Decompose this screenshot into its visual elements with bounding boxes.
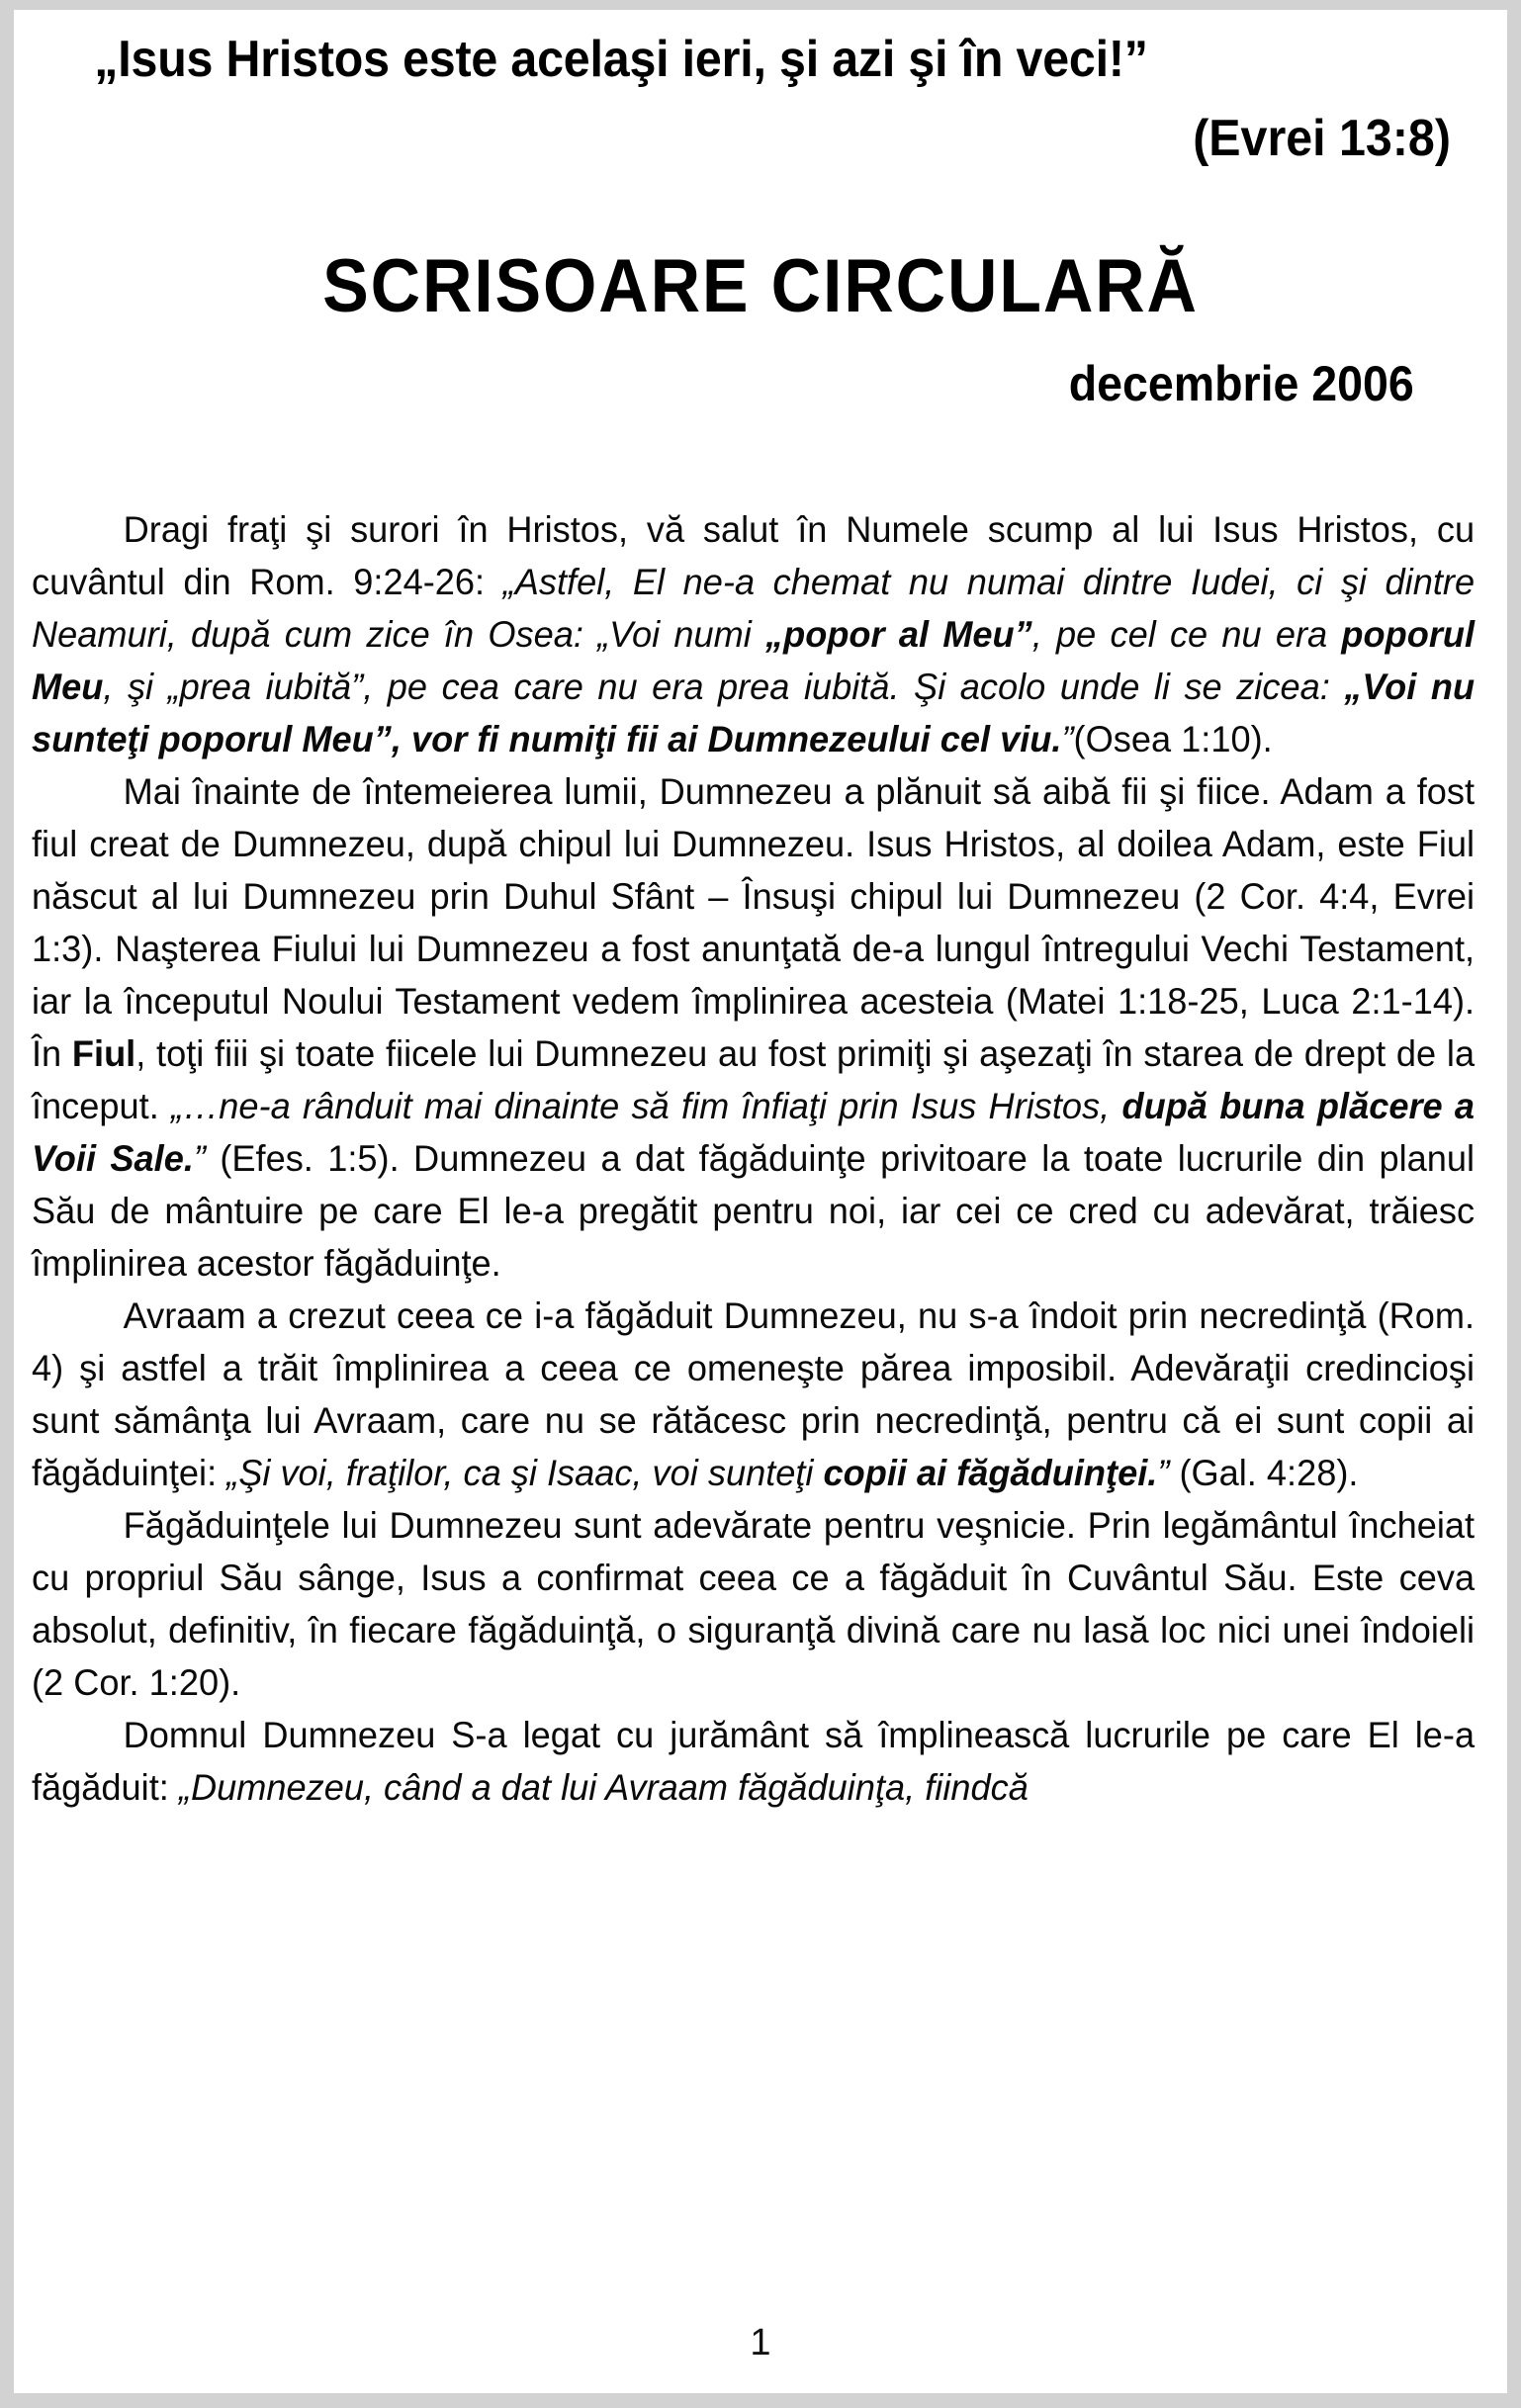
text-run: (Osea 1:10). bbox=[1073, 718, 1273, 760]
text-run: „Şi voi, fraţilor, ca şi Isaac, voi sunteţi bbox=[226, 1452, 824, 1494]
text-run: ” bbox=[1157, 1452, 1170, 1494]
text-run: copii ai făgăduinţei. bbox=[823, 1452, 1158, 1494]
text-run: poporul Meu bbox=[32, 613, 1476, 708]
document-page bbox=[14, 10, 1507, 2393]
text-run: Avraam a crezut ceea ce i-a făgăduit Dumnezeu, nu s-a îndoit prin necredinţă (Rom. 4) şi astfel a trăit împlinirea a ceea ce omeneşte părea imposibil. Adevăraţii credincioşi sunt sămânţa lui Avraam, care nu se rătăcesc prin necredinţă, pentru că ei sunt copii ai făgăduinţei: bbox=[32, 1294, 1476, 1494]
text-run: „Dumnezeu, când a dat lui Avraam făgăduinţa, fiindcă bbox=[178, 1766, 1029, 1809]
text-run: ” bbox=[193, 1137, 206, 1180]
header-date: decembrie 2006 bbox=[1068, 356, 1414, 412]
text-run: Dragi fraţi şi surori în Hristos, vă salut în Numele scump al lui Isus Hristos, cu cuvântul din Rom. 9:24-26: bbox=[32, 508, 1476, 603]
text-run: Fiul bbox=[71, 1032, 136, 1075]
text-run: , şi „prea iubită”, pe cea care nu era prea iubită. Şi acolo unde li se zicea: bbox=[103, 666, 1345, 708]
text-run: Făgăduinţele lui Dumnezeu sunt adevărate pentru veşnicie. Prin legământul încheiat cu propriul Său sânge, Isus a confirmat ceea ce a făgăduit în Cuvântul Său. Este ceva absolut, definitiv, în fiecare făgăduinţă, o siguranţă divină care nu lasă loc nici unei îndoieli (2 Cor. 1:20). bbox=[32, 1504, 1476, 1704]
text-run: , toţi fiii şi toate fiicele lui Dumnezeu au fost primiţi şi aşezaţi în starea de drept de la început. bbox=[32, 1032, 1476, 1127]
page-title: SCRISOARE CIRCULARĂ bbox=[322, 244, 1199, 329]
text-run: „…ne-a rânduit mai dinainte să fim înfiaţi prin Isus Hristos, bbox=[171, 1085, 1122, 1127]
text-run: Domnul Dumnezeu S-a legat cu jurământ să împlinească lucrurile pe care El le-a făgăduit: bbox=[32, 1714, 1476, 1809]
text-run: (Efes. 1:5). Dumnezeu a dat făgăduinţe privitoare la toate lucrurile din planul Său de mântuire pe care El le-a pregătit pentru noi, iar cei ce cred cu adevărat, trăiesc împlinirea acestor făgăduinţe. bbox=[32, 1137, 1476, 1285]
text-run: „Voi nu sunteţi poporul Meu”, vor fi numiţi fii ai Dumnezeului cel viu. bbox=[32, 666, 1476, 760]
text-run: (Gal. 4:28). bbox=[1169, 1452, 1359, 1494]
header-verse: „Isus Hristos este acelaşi ieri, şi azi şi în veci!” bbox=[94, 31, 1148, 88]
text-run: „Astfel, El ne-a chemat nu numai dintre Iudei, ci şi dintre Neamuri, după cum zice în Osea: „Voi numi bbox=[32, 561, 1476, 656]
letter-body bbox=[32, 412, 1475, 1814]
header-verse-reference: (Evrei 13:8) bbox=[1193, 110, 1451, 168]
text-run: după buna plăcere a Voii Sale. bbox=[32, 1085, 1476, 1180]
paragraph bbox=[32, 1709, 1475, 1814]
paragraph bbox=[32, 765, 1475, 1290]
paragraph bbox=[32, 1290, 1475, 1499]
page-content bbox=[14, 10, 1507, 1814]
paragraph bbox=[32, 503, 1475, 765]
page-number: 1 bbox=[750, 2322, 771, 2363]
text-run: ” bbox=[1061, 718, 1074, 760]
text-run: Mai înainte de întemeierea lumii, Dumnezeu a plănuit să aibă fii şi fiice. Adam a fost fiul creat de Dumnezeu, după chipul lui Dumnezeu. Isus Hristos, al doilea Adam, este Fiul născut al lui Dumnezeu prin Duhul Sfânt – Însuşi chipul lui Dumnezeu (2 Cor. 4:4, Evrei 1:3). Naşterea Fiului lui Dumnezeu a fost anunţată de-a lungul întregului Vechi Testament, iar la începutul Noului Testament vedem împlinirea acesteia (Matei 1:18-25, Luca 2:1-14). În bbox=[32, 770, 1476, 1075]
text-run: , pe cel ce nu era bbox=[1031, 613, 1342, 656]
paragraph bbox=[32, 1499, 1475, 1709]
text-run: „popor al Meu” bbox=[765, 613, 1032, 656]
